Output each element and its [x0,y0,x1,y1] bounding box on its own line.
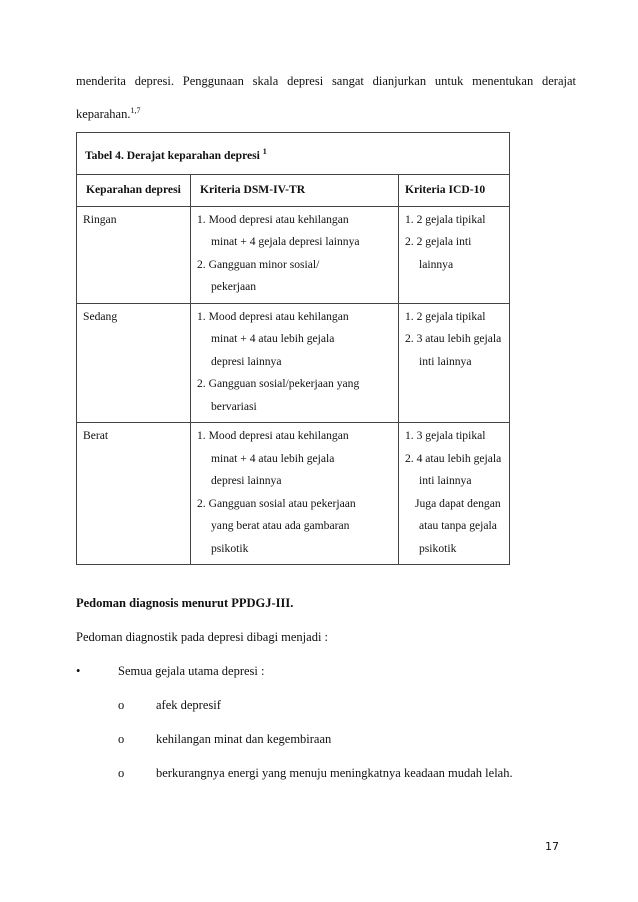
icd-cell [399,303,510,423]
page-number: 17 [545,840,559,853]
sub-item-marker: o [118,732,125,746]
dsm-cell [191,423,399,565]
dsm-line: 1. Mood depresi atau kehilangan [197,429,349,443]
table-row [77,206,510,303]
severity-table [76,132,510,565]
dsm-line: minat + 4 gejala depresi lainnya [211,235,360,249]
icd-line: 2. 3 atau lebih gejala [405,332,502,346]
icd-cell [399,206,510,303]
icd-line: lainnya [419,257,454,271]
bullet-text: Semua gejala utama depresi : [118,664,265,678]
sub-item: kehilangan minat dan kegembiraan [156,732,332,746]
icd-line: 2. 4 atau lebih gejala [405,451,502,465]
header-icd: Kriteria ICD-10 [399,175,510,207]
icd-line: 1. 2 gejala tipikal [405,309,486,323]
table-row [77,423,510,565]
icd-line: inti lainnya [419,474,472,488]
icd-line: 2. 2 gejala inti [405,235,472,249]
table-header-row [77,175,510,207]
dsm-line: 2. Gangguan sosial atau pekerjaan [197,496,356,510]
intro-paragraph [76,66,576,129]
severity-cell: Ringan [77,206,191,303]
severity-cell: Sedang [77,303,191,423]
intro-text: menderita depresi. Penggunaan skala depresi sangat dianjurkan untuk menentukan derajat keparahan. [76,74,576,122]
icd-line: inti lainnya [419,354,472,368]
dsm-line: depresi lainnya [211,474,282,488]
section-title: Pedoman diagnosis menurut PPDGJ-III. [76,596,294,610]
icd-line: Juga dapat dengan [415,496,501,510]
bullet-marker: • [76,664,81,678]
sub-item: berkurangnya energi yang menuju meningkatnya keadaan mudah lelah. [156,766,513,780]
header-dsm: Kriteria DSM-IV-TR [191,175,399,207]
sub-item-marker: o [118,698,125,712]
dsm-line: psikotik [211,541,249,555]
icd-line: 1. 3 gejala tipikal [405,429,486,443]
icd-cell [399,423,510,565]
table-caption [77,133,510,175]
icd-line: atau tanpa gejala [419,519,497,533]
dsm-line: 2. Gangguan minor sosial/ [197,257,320,271]
header-severity: Keparahan depresi [77,175,191,207]
dsm-line: 1. Mood depresi atau kehilangan [197,309,349,323]
dsm-line: depresi lainnya [211,354,282,368]
dsm-cell [191,303,399,423]
table-caption-reference: 1 [262,147,267,156]
section-lead: Pedoman diagnostik pada depresi dibagi menjadi : [76,630,329,644]
dsm-line: minat + 4 atau lebih gejala [211,451,335,465]
dsm-line: pekerjaan [211,280,257,294]
icd-line: 1. 2 gejala tipikal [405,212,486,226]
table-caption-text: Tabel 4. Derajat keparahan depresi [85,148,260,162]
dsm-line: yang berat atau ada gambaran [211,519,350,533]
sub-item-marker: o [118,766,125,780]
dsm-line: bervariasi [211,399,257,413]
intro-reference: 1,7 [130,106,141,115]
sub-item: afek depresif [156,698,221,712]
severity-cell: Berat [77,423,191,565]
table-caption-row [77,133,510,175]
dsm-line: 2. Gangguan sosial/pekerjaan yang [197,377,360,391]
dsm-line: minat + 4 atau lebih gejala [211,332,335,346]
icd-line: psikotik [419,541,457,555]
dsm-line: 1. Mood depresi atau kehilangan [197,212,349,226]
dsm-cell [191,206,399,303]
table-row [77,303,510,423]
